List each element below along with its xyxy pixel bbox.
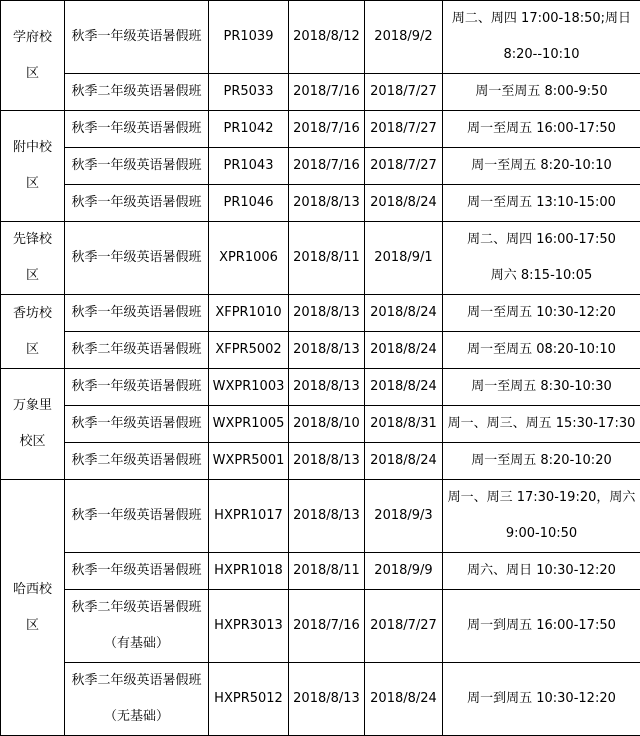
table-row [1, 443, 640, 480]
class-time-line: 周一至周五 13:10-15:00 [445, 185, 638, 221]
table-row [1, 74, 640, 111]
class-name-line: 秋季一年级英语暑假班 [67, 111, 206, 147]
class-name-line: 秋季二年级英语暑假班 [67, 590, 206, 626]
class-name-line: （无基础） [67, 699, 206, 735]
table-row [1, 222, 640, 295]
end-date-cell: 2018/8/24 [365, 663, 443, 736]
start-date-cell: 2018/7/16 [289, 590, 365, 663]
table-row [1, 590, 640, 663]
end-date-cell: 2018/9/3 [365, 480, 443, 553]
class-code-cell: XPR1006 [209, 222, 289, 295]
class-time-cell [443, 74, 640, 111]
class-time-cell [443, 148, 640, 185]
class-name-cell [65, 663, 209, 736]
table-row [1, 663, 640, 736]
class-time-line: 周一至周五 16:00-17:50 [445, 111, 638, 147]
class-time-cell [443, 480, 640, 553]
class-time-cell [443, 590, 640, 663]
class-name-cell [65, 1, 209, 74]
start-date-cell: 2018/8/13 [289, 295, 365, 332]
class-time-line: 周一至周五 10:30-12:20 [445, 295, 638, 331]
class-name-line: 秋季一年级英语暑假班 [67, 148, 206, 184]
class-name-line: 秋季一年级英语暑假班 [67, 369, 206, 405]
class-name-cell [65, 443, 209, 480]
class-time-cell [443, 222, 640, 295]
class-name-line: 秋季二年级英语暑假班 [67, 332, 206, 368]
class-code-cell: PR1046 [209, 185, 289, 222]
end-date-cell: 2018/8/24 [365, 443, 443, 480]
table-row [1, 295, 640, 332]
class-time-line: 周一至周五 8:30-10:30 [445, 369, 638, 405]
class-time-line: 8:20--10:10 [445, 37, 638, 73]
campus-name-cell: 附中校区 [1, 111, 65, 222]
start-date-cell: 2018/8/11 [289, 222, 365, 295]
table-row [1, 480, 640, 553]
class-code-cell: WXPR1005 [209, 406, 289, 443]
class-code-cell: WXPR5001 [209, 443, 289, 480]
end-date-cell: 2018/8/24 [365, 369, 443, 406]
class-time-line: 周一到周五 16:00-17:50 [445, 608, 638, 644]
class-time-line: 周一至周五 08:20-10:10 [445, 332, 638, 368]
class-name-line: 秋季一年级英语暑假班 [67, 406, 206, 442]
class-name-cell [65, 148, 209, 185]
class-name-line: 秋季二年级英语暑假班 [67, 74, 206, 110]
class-code-cell: PR5033 [209, 74, 289, 111]
table-row [1, 369, 640, 406]
end-date-cell: 2018/8/24 [365, 185, 443, 222]
class-name-line: 秋季二年级英语暑假班 [67, 443, 206, 479]
class-time-line: 周二、周四 17:00-18:50;周日 [445, 1, 638, 37]
class-time-cell [443, 369, 640, 406]
class-name-cell [65, 185, 209, 222]
class-name-cell [65, 222, 209, 295]
class-name-cell [65, 590, 209, 663]
class-time-cell [443, 295, 640, 332]
class-time-line: 周六 8:15-10:05 [445, 258, 638, 294]
class-name-cell [65, 332, 209, 369]
class-code-cell: WXPR1003 [209, 369, 289, 406]
class-name-cell [65, 406, 209, 443]
class-time-cell [443, 443, 640, 480]
class-code-cell: XFPR1010 [209, 295, 289, 332]
class-time-cell [443, 111, 640, 148]
table-row [1, 1, 640, 74]
class-name-line: 秋季二年级英语暑假班 [67, 663, 206, 699]
start-date-cell: 2018/8/11 [289, 553, 365, 590]
start-date-cell: 2018/8/13 [289, 185, 365, 222]
class-name-cell [65, 295, 209, 332]
end-date-cell: 2018/9/1 [365, 222, 443, 295]
class-code-cell: HXPR1017 [209, 480, 289, 553]
class-time-cell [443, 1, 640, 74]
campus-name-cell: 哈西校区 [1, 480, 65, 736]
campus-name-cell: 学府校区 [1, 1, 65, 111]
end-date-cell: 2018/9/2 [365, 1, 443, 74]
end-date-cell: 2018/8/24 [365, 295, 443, 332]
start-date-cell: 2018/7/16 [289, 148, 365, 185]
table-row [1, 332, 640, 369]
class-name-line: 秋季一年级英语暑假班 [67, 295, 206, 331]
class-time-line: 9:00-10:50 [445, 516, 638, 552]
class-time-cell [443, 185, 640, 222]
class-code-cell: HXPR1018 [209, 553, 289, 590]
class-time-line: 周一至周五 8:20-10:10 [445, 148, 638, 184]
class-code-cell: HXPR5012 [209, 663, 289, 736]
start-date-cell: 2018/7/16 [289, 74, 365, 111]
table-row [1, 148, 640, 185]
start-date-cell: 2018/8/13 [289, 369, 365, 406]
class-time-cell [443, 332, 640, 369]
class-name-cell [65, 369, 209, 406]
end-date-cell: 2018/7/27 [365, 74, 443, 111]
class-name-line: 秋季一年级英语暑假班 [67, 498, 206, 534]
class-code-cell: HXPR3013 [209, 590, 289, 663]
class-name-line: 秋季一年级英语暑假班 [67, 240, 206, 276]
class-time-line: 周一至周五 8:20-10:20 [445, 443, 638, 479]
class-code-cell: PR1039 [209, 1, 289, 74]
end-date-cell: 2018/8/31 [365, 406, 443, 443]
class-time-cell [443, 406, 640, 443]
table-row [1, 111, 640, 148]
table-row [1, 406, 640, 443]
start-date-cell: 2018/8/10 [289, 406, 365, 443]
class-name-line: 秋季一年级英语暑假班 [67, 19, 206, 55]
start-date-cell: 2018/8/12 [289, 1, 365, 74]
start-date-cell: 2018/8/13 [289, 480, 365, 553]
table-row [1, 185, 640, 222]
class-name-cell [65, 553, 209, 590]
table-row [1, 553, 640, 590]
end-date-cell: 2018/7/27 [365, 111, 443, 148]
class-code-cell: PR1042 [209, 111, 289, 148]
class-time-cell [443, 553, 640, 590]
class-time-line: 周六、周日 10:30-12:20 [445, 553, 638, 589]
class-time-line: 周一、周三 17:30-19:20，周六 [445, 480, 638, 516]
schedule-body [1, 1, 640, 736]
class-time-line: 周一、周三、周五 15:30-17:30 [445, 406, 638, 442]
class-time-cell [443, 663, 640, 736]
start-date-cell: 2018/8/13 [289, 443, 365, 480]
class-code-cell: PR1043 [209, 148, 289, 185]
end-date-cell: 2018/7/27 [365, 148, 443, 185]
end-date-cell: 2018/9/9 [365, 553, 443, 590]
campus-name-cell: 香坊校区 [1, 295, 65, 369]
class-name-cell [65, 74, 209, 111]
campus-name-cell: 先锋校区 [1, 222, 65, 295]
start-date-cell: 2018/7/16 [289, 111, 365, 148]
class-name-line: 秋季一年级英语暑假班 [67, 553, 206, 589]
end-date-cell: 2018/8/24 [365, 332, 443, 369]
start-date-cell: 2018/8/13 [289, 332, 365, 369]
class-name-line: 秋季一年级英语暑假班 [67, 185, 206, 221]
class-name-cell [65, 111, 209, 148]
class-time-line: 周一到周五 10:30-12:20 [445, 681, 638, 717]
class-time-line: 周二、周四 16:00-17:50 [445, 222, 638, 258]
class-code-cell: XFPR5002 [209, 332, 289, 369]
class-time-line: 周一至周五 8:00-9:50 [445, 74, 638, 110]
end-date-cell: 2018/7/27 [365, 590, 443, 663]
campus-name-cell: 万象里校区 [1, 369, 65, 480]
class-name-line: （有基础） [67, 626, 206, 662]
start-date-cell: 2018/8/13 [289, 663, 365, 736]
class-name-cell [65, 480, 209, 553]
